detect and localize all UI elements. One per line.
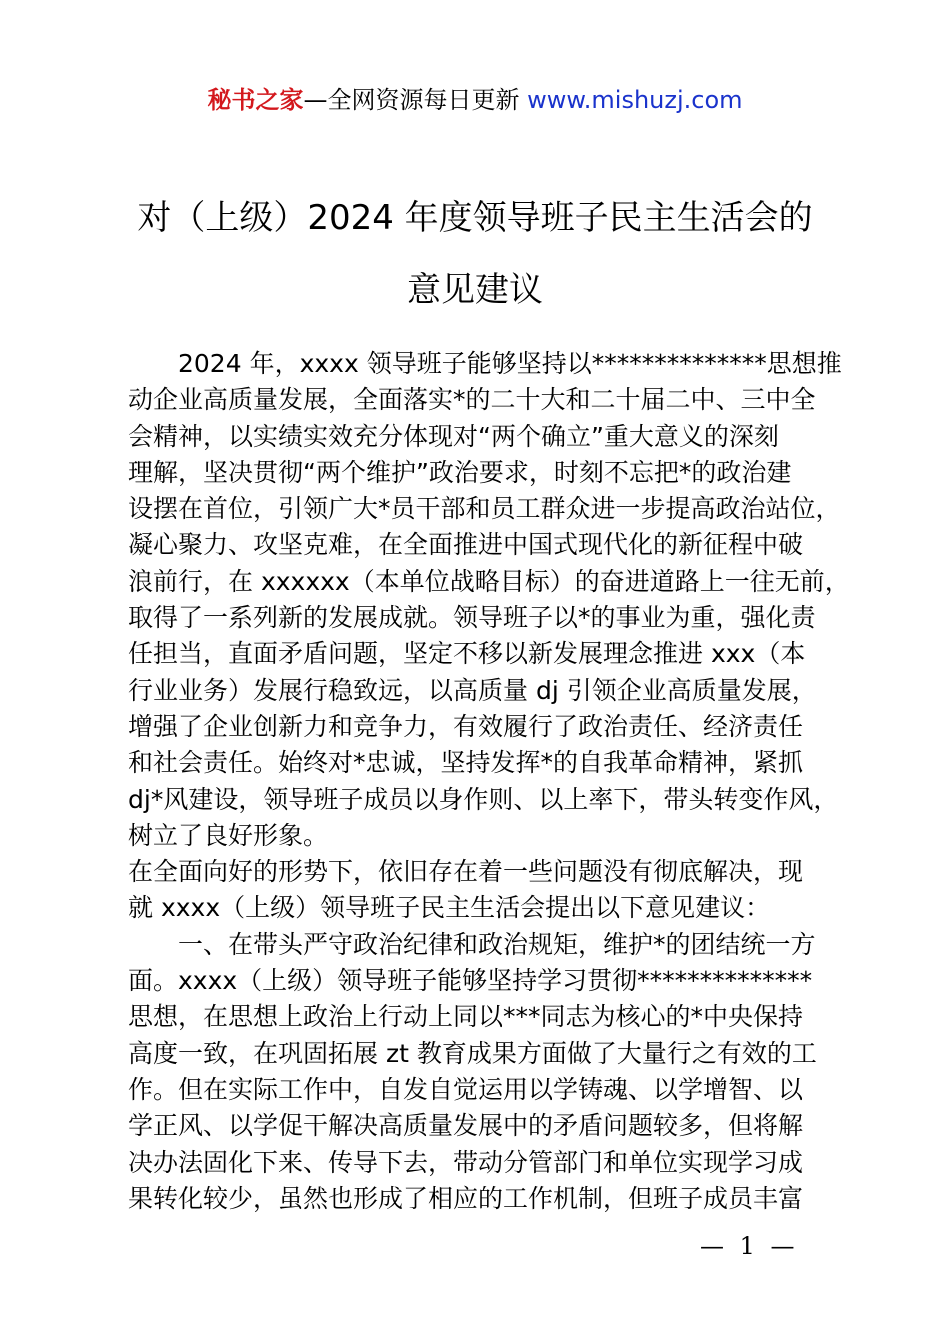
body-line: 取得了一系列新的发展成就。领导班子以*的事业为重，强化责 xyxy=(128,603,816,633)
title-line-1: 对（上级）2024 年度领导班子民主生活会的 xyxy=(137,198,813,238)
body-line: 决办法固化下来、传导下去，带动分管部门和单位实现学习成 xyxy=(128,1147,804,1177)
page-number: — 1 — xyxy=(700,1232,799,1260)
body-line: 凝心聚力、攻坚克难，在全面推进中国式现代化的新征程中破 xyxy=(128,530,804,560)
document-body xyxy=(128,346,850,1217)
body-line: 设摆在首位，引领广大*员干部和员工群众进一步提高政治站位， xyxy=(128,494,841,524)
banner-brand: 秘书之家 xyxy=(207,86,304,114)
body-line: 理解，坚决贯彻“两个维护”政治要求，时刻不忘把*的政治建 xyxy=(128,457,792,487)
body-line: 任担当，直面矛盾问题，坚定不移以新发展理念推进 xxx（本 xyxy=(128,639,806,669)
banner-tagline: —全网资源每日更新 xyxy=(303,86,528,114)
body-line: 在全面向好的形势下，依旧存在着一些问题没有彻底解决，现 xyxy=(128,857,804,887)
body-line: 树立了良好形象。 xyxy=(128,820,329,850)
body-line: dj*风建设，领导班子成员以身作则、以上率下，带头转变作风， xyxy=(128,784,839,814)
document-title xyxy=(0,182,950,326)
body-line: 动企业高质量发展，全面落实*的二十大和二十届二中、三中全 xyxy=(128,385,816,415)
body-line: 2024 年，xxxx 领导班子能够坚持以**************思想推 xyxy=(178,349,842,378)
title-line-2: 意见建议 xyxy=(407,270,543,310)
body-line: 和社会责任。始终对*忠诚，坚持发挥*的自我革命精神，紧抓 xyxy=(128,748,804,778)
banner-site-link[interactable]: www.mishuzj.com xyxy=(527,86,743,114)
body-line: 作。但在实际工作中，自发自觉运用以学铸魂、以学增智、以 xyxy=(128,1074,804,1104)
body-line: 浪前行，在 xxxxxx（本单位战略目标）的奋进道路上一往无前， xyxy=(128,566,850,596)
site-banner xyxy=(0,80,950,115)
body-line: 思想，在思想上政治上行动上同以***同志为核心的*中央保持 xyxy=(128,1002,804,1032)
body-line: 学正风、以学促干解决高质量发展中的矛盾问题较多，但将解 xyxy=(128,1111,804,1141)
body-line: 面。xxxx（上级）领导班子能够坚持学习贯彻************** xyxy=(128,966,813,996)
body-line: 会精神，以实绩实效充分体现对“两个确立”重大意义的深刻 xyxy=(128,421,779,451)
body-line: 果转化较少，虽然也形成了相应的工作机制，但班子成员丰富 xyxy=(128,1183,804,1213)
body-line: 增强了企业创新力和竞争力，有效履行了政治责任、经济责任 xyxy=(128,711,804,741)
body-line: 高度一致，在巩固拓展 zt 教育成果方面做了大量行之有效的工 xyxy=(128,1038,817,1068)
body-line: 就 xxxx（上级）领导班子民主生活会提出以下意见建议： xyxy=(128,893,771,923)
body-line: 一、在带头严守政治纪律和政治规矩，维护*的团结统一方 xyxy=(178,929,816,959)
body-line: 行业业务）发展行稳致远，以高质量 dj 引领企业高质量发展， xyxy=(128,675,817,705)
